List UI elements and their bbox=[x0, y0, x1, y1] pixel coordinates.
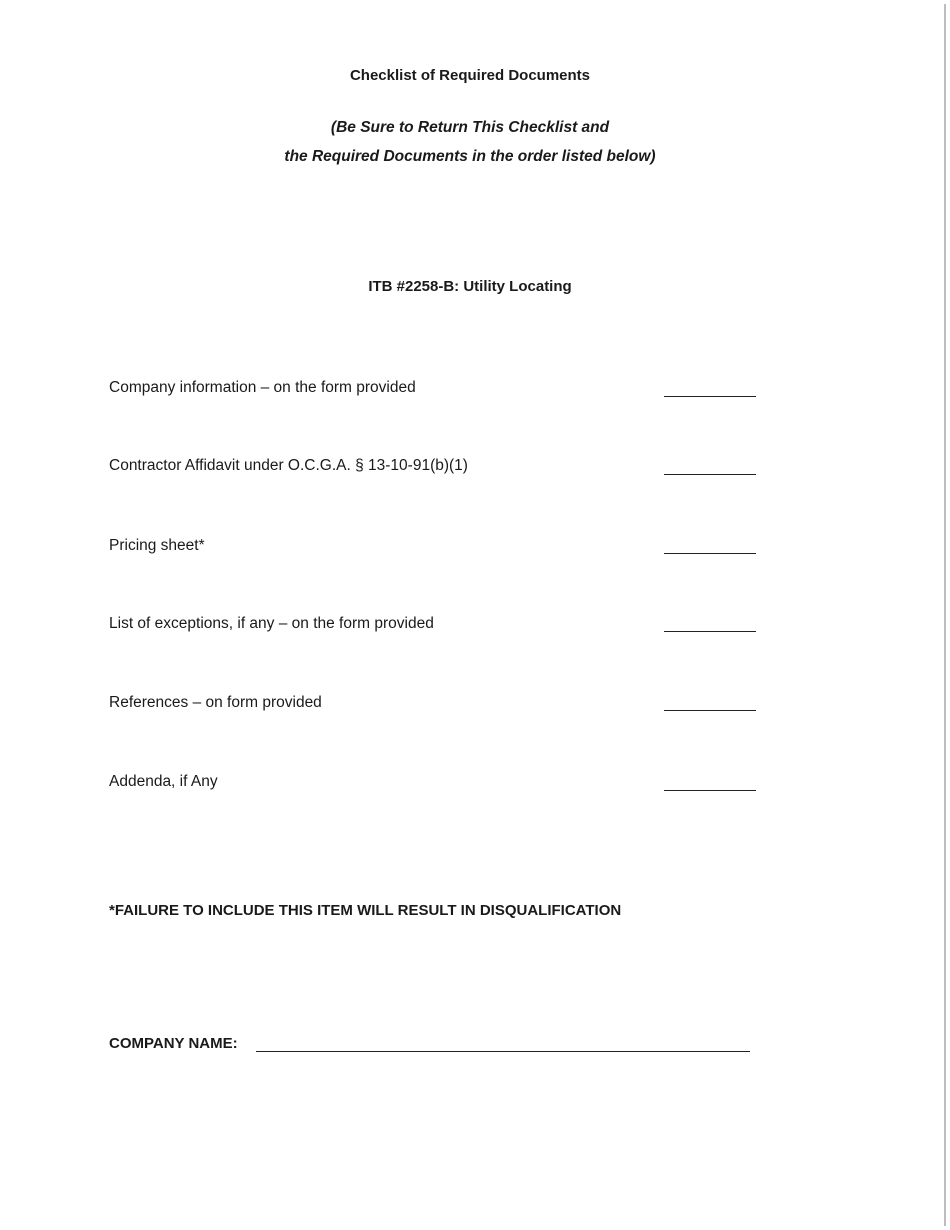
checklist-item-affidavit: Contractor Affidavit under O.C.G.A. § 13-10-91(b)(1) bbox=[109, 457, 468, 474]
checklist-item-company-info: Company information – on the form provided bbox=[109, 379, 416, 396]
checkmark-blank[interactable] bbox=[664, 790, 756, 791]
subtitle-line-2: the Required Documents in the order listed below) bbox=[284, 148, 656, 165]
checkmark-blank[interactable] bbox=[664, 553, 756, 554]
checklist-item-pricing: Pricing sheet* bbox=[109, 537, 205, 554]
checklist-item-references: References – on form provided bbox=[109, 694, 322, 711]
scan-edge bbox=[944, 4, 946, 1226]
disqualification-warning: *FAILURE TO INCLUDE THIS ITEM WILL RESULT IN DISQUALIFICATION bbox=[109, 902, 622, 919]
checkmark-blank[interactable] bbox=[664, 631, 756, 632]
checkmark-blank[interactable] bbox=[664, 710, 756, 711]
itb-heading: ITB #2258-B: Utility Locating bbox=[368, 278, 572, 295]
company-name-field[interactable] bbox=[256, 1051, 750, 1052]
company-name-label: COMPANY NAME: bbox=[109, 1035, 238, 1052]
checkmark-blank[interactable] bbox=[664, 474, 756, 475]
checklist-item-addenda: Addenda, if Any bbox=[109, 773, 218, 790]
subtitle-line-1: (Be Sure to Return This Checklist and bbox=[330, 119, 610, 136]
checklist-item-exceptions: List of exceptions, if any – on the form provided bbox=[109, 615, 434, 632]
page-title: Checklist of Required Documents bbox=[349, 67, 591, 84]
checkmark-blank[interactable] bbox=[664, 396, 756, 397]
